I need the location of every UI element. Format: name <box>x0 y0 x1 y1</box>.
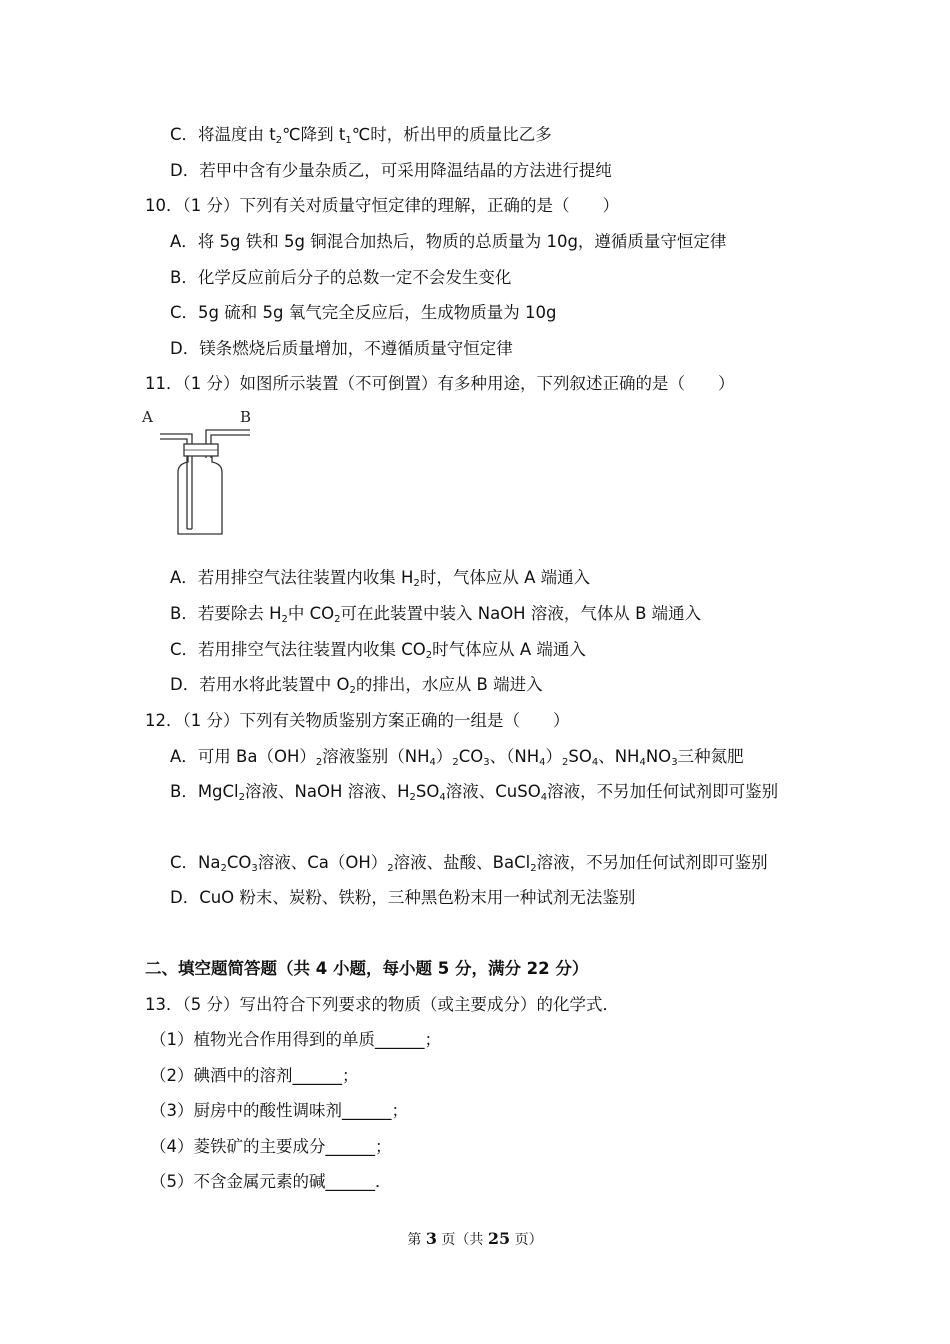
fig-label-a: A <box>142 408 153 426</box>
q13-item-5: （5）不含金属元素的碱______． <box>150 1172 392 1191</box>
q12-option-c: C．$Na_2CO_3$溶液、$Ca(OH)_2$溶液、盐酸、BaCl$_2$溶液，不另加任何试剂即可鉴别 <box>170 853 768 874</box>
q13-item-3: （3）厨房中的酸性调味剂______； <box>150 1101 408 1120</box>
section-2-heading: 二、填空题简答题（共 4 小题，每小题 5 分，满分 22 分） <box>145 959 589 978</box>
q10-stem: 10．（1 分）下列有关对质量守恒定律的理解，正确的是（ ） <box>145 196 619 215</box>
q11-option-b: B．若要除去 $H_2$中 $CO_2$可在此装置中装入 NaOH 溶液，气体从 B 端通入 <box>170 604 702 625</box>
fig-label-b: B <box>240 408 252 426</box>
q13-item-4: （4）菱铁矿的主要成分______； <box>150 1137 392 1156</box>
q12-stem: 12．（1 分）下列有关物质鉴别方案正确的一组是（ ） <box>145 711 570 730</box>
q13-stem: 13．（5 分）写出符合下列要求的物质（或主要成分）的化学式． <box>145 995 619 1014</box>
bottle-body <box>178 456 222 534</box>
q12-option-a: A．可用 $Ba(OH)_2$溶液鉴别$(NH_4)_2CO_3$、$(NH_4)_2SO_4$、$NH_4NO_3$三种氮肥 <box>170 747 744 768</box>
q10-option-b: B．化学反应前后分子的总数一定不会发生变化 <box>170 268 512 287</box>
q11-option-a: A．若用排空气法往装置内收集 $H_2$时，气体应从 A 端通入 <box>170 568 591 589</box>
q10-option-c: C．5g 硫和 5g 氧气完全反应后，生成物质量为 10g <box>170 303 557 322</box>
q11-option-d: D．若用水将此装置中 $O_2$的排出，水应从 B 端进入 <box>170 675 543 696</box>
q9-option-c: C．将温度由 $t_2℃$降到 $t_1℃$时，析出甲的质量比乙多 <box>170 125 552 146</box>
q11-option-c: C．若用排空气法往装置内收集 $CO_2$时气体应从 A 端通入 <box>170 640 586 661</box>
page-footer: 第 3 页（共 25 页） <box>407 1229 543 1248</box>
q12-option-d: D．CuO 粉末、炭粉、铁粉，三种黑色粉末用一种试剂无法鉴别 <box>170 888 636 907</box>
current-page-number: 3 <box>425 1229 437 1248</box>
q13-item-1: （1）植物光合作用得到的单质______； <box>150 1030 441 1049</box>
gas-washing-bottle-figure <box>140 406 270 541</box>
q12-option-b: B．MgCl$_2$溶液、NaOH 溶液、$H_2SO_4$溶液、CuSO$_4$溶液，不另加任何试剂即可鉴别 <box>170 782 779 803</box>
q11-stem: 11．（1 分）如图所示装置（不可倒置）有多种用途，下列叙述正确的是（ ） <box>145 374 735 393</box>
total-pages: 25 <box>487 1229 511 1248</box>
q10-option-d: D．镁条燃烧后质量增加，不遵循质量守恒定律 <box>170 339 513 358</box>
q10-option-a: A．将 5g 铁和 5g 铜混合加热后，物质的总质量为 10g，遵循质量守恒定律 <box>170 232 727 251</box>
q13-item-2: （2）碘酒中的溶剂______； <box>150 1066 359 1085</box>
q9-option-d: D．若甲中含有少量杂质乙，可采用降温结晶的方法进行提纯 <box>170 161 612 180</box>
